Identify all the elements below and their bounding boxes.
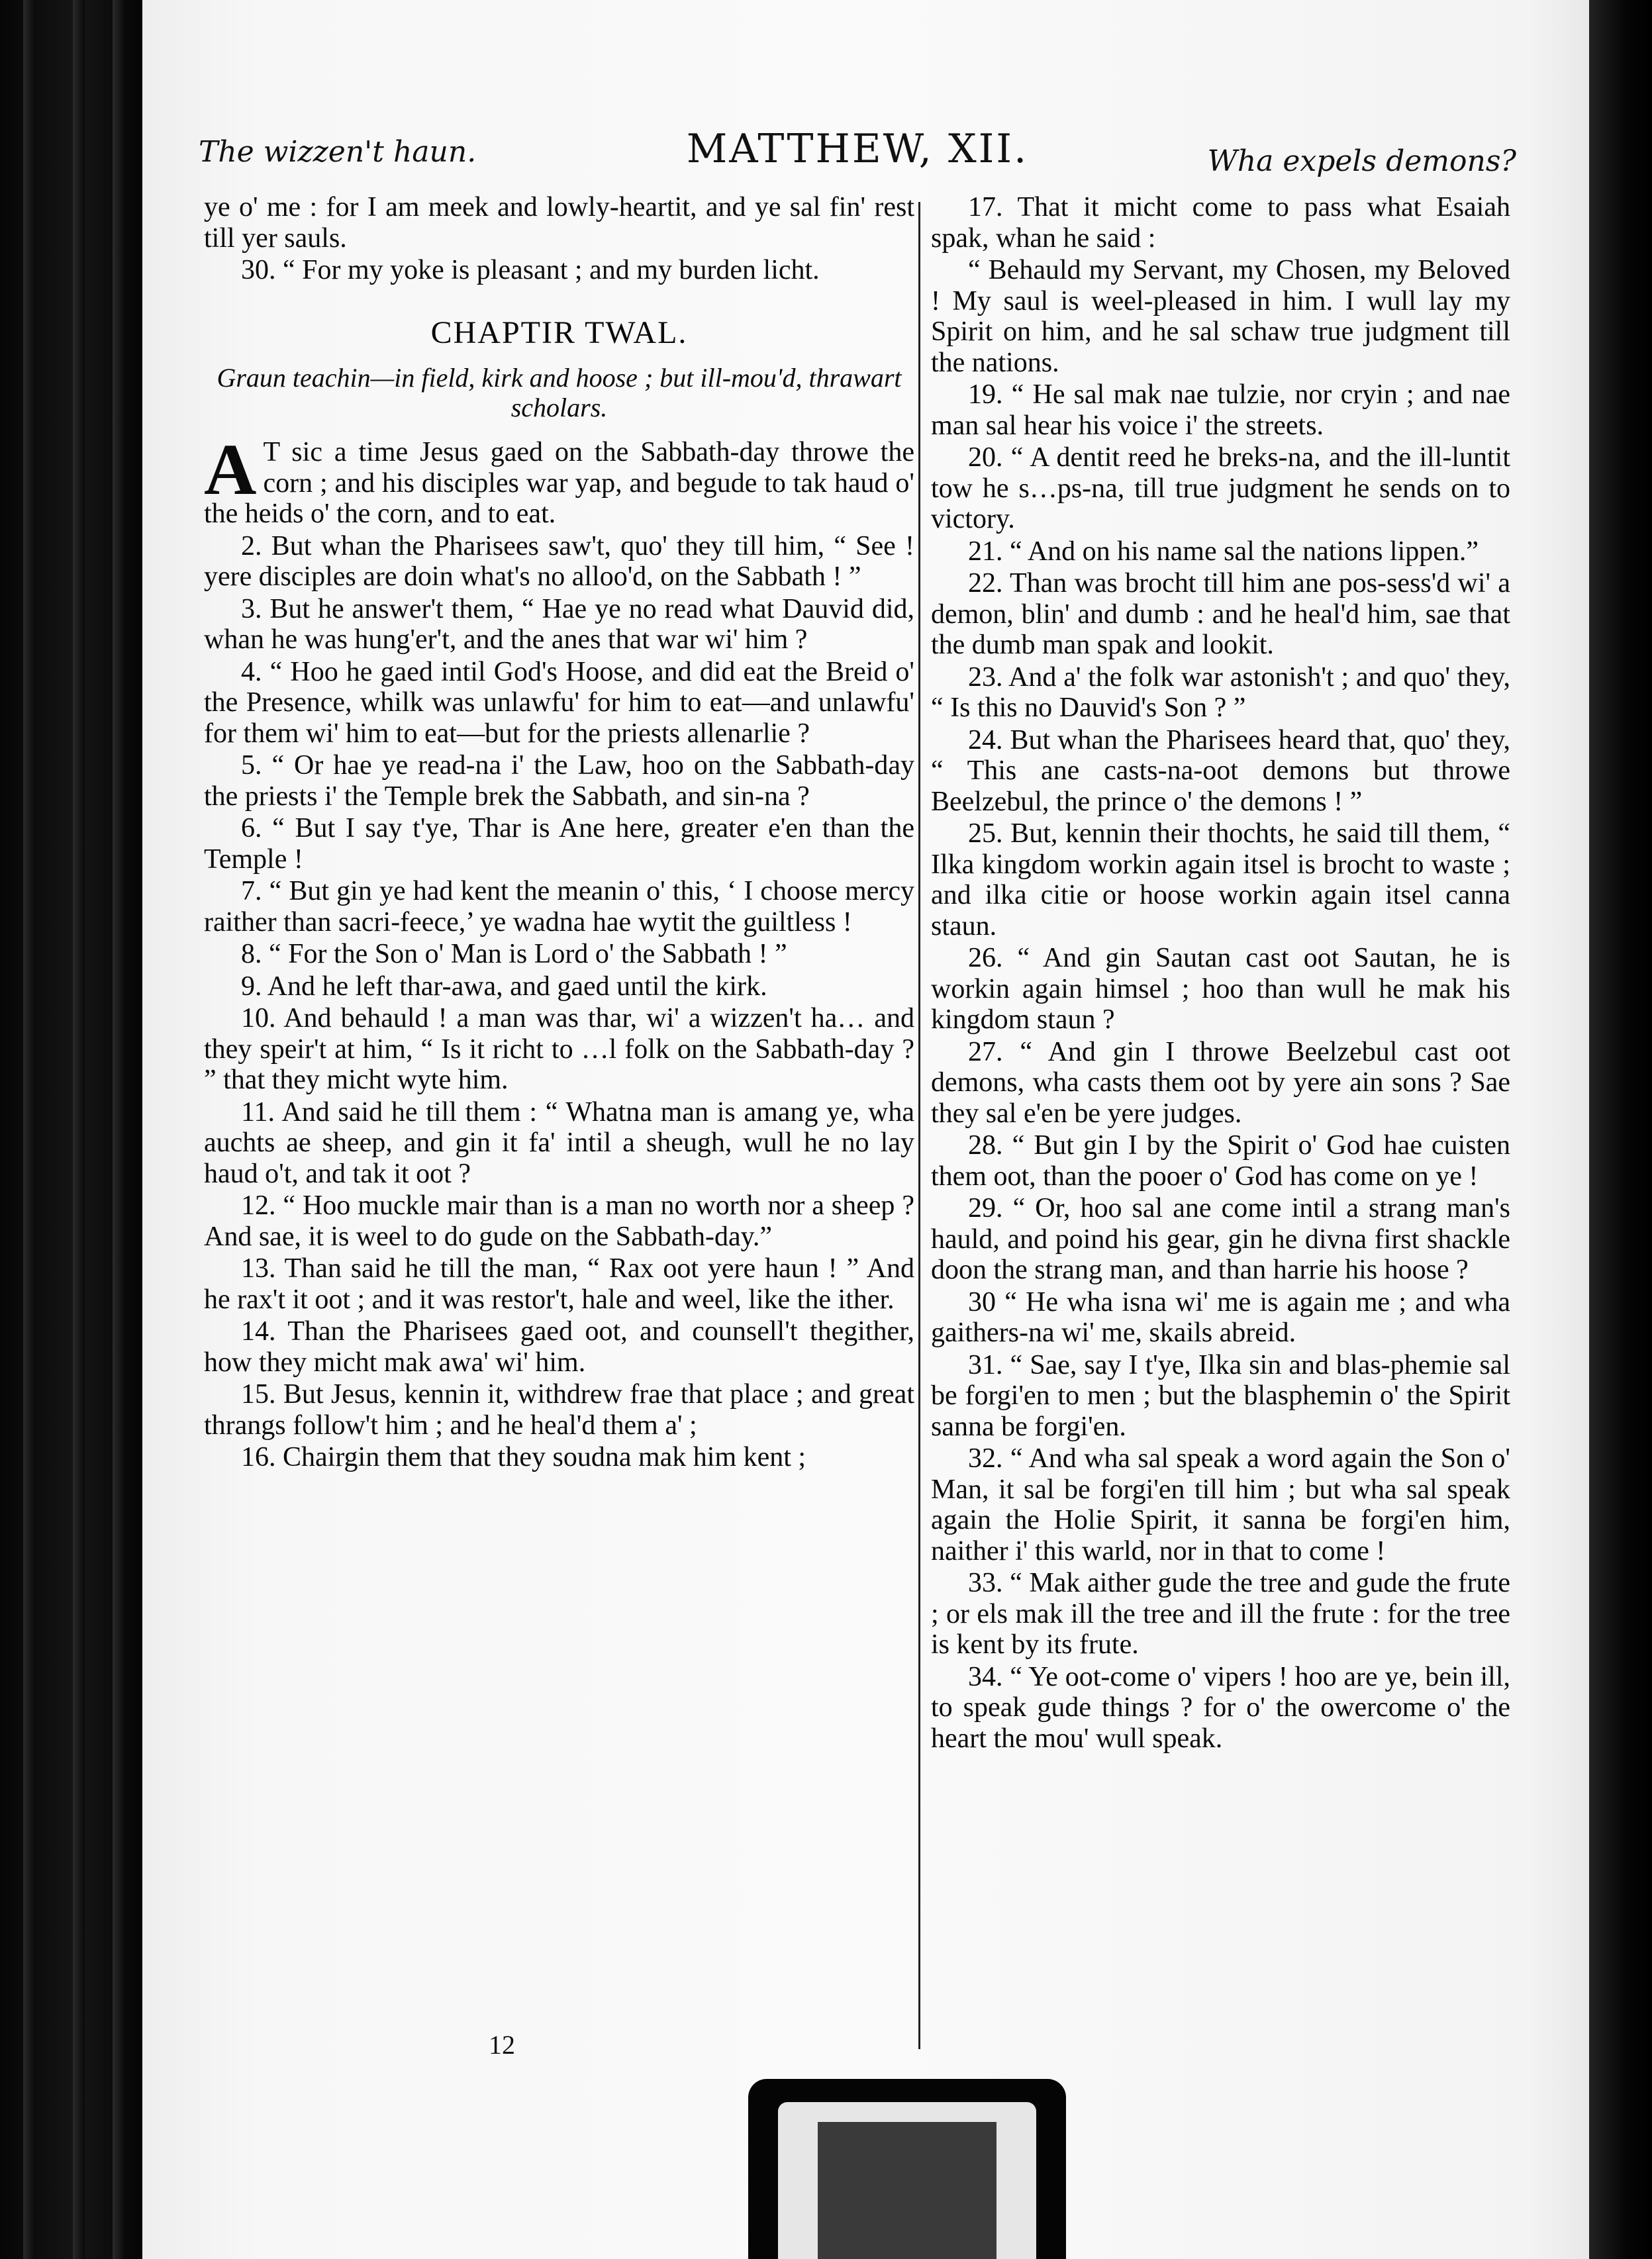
- page-edge: [23, 0, 35, 2259]
- verse-text: 27. “ And gin I throwe Beelzebul cast oot demons, wha casts them oot by yere ain sons ? Sae they sal e'en be yere judges.: [931, 1036, 1510, 1129]
- header-left: The wizzen't haun.: [199, 135, 477, 169]
- page-edge: [113, 0, 124, 2259]
- running-header: [199, 126, 1516, 179]
- header-right: Wha expels demons?: [1207, 144, 1516, 178]
- verse-text: 7. “ But gin ye had kent the meanin o' this, ‘ I choose mercy raither than sacri-feece,’ ye wadna hae wytit the guiltless !: [204, 876, 914, 937]
- chapter-title: CHAPTIR TWAL.: [430, 314, 688, 350]
- verse-text: 17. That it micht come to pass what Esaiah spak, whan he said :: [931, 192, 1510, 254]
- left-column: [204, 192, 914, 2006]
- verse-text: 12. “ Hoo muckle mair than is a man no worth nor a sheep ? And sae, it is weel to do gude on the Sabbath-day.”: [204, 1190, 914, 1252]
- verse-text: 6. “ But I say t'ye, Thar is Ane here, greater e'en than the Temple !: [204, 813, 914, 875]
- book-clasp-slot: [818, 2122, 996, 2259]
- verse-text: 4. “ Hoo he gaed intil God's Hoose, and did eat the Breid o' the Presence, whilk was unlawfu' for him to eat—and unlawfu' for them wi' him to eat—but for the priests allenarlie ?: [204, 656, 914, 749]
- verse-text: 30 “ He wha isna wi' me is again me ; and wha gaithers-na wi' me, skails abreid.: [931, 1286, 1510, 1348]
- verse-text: 15. But Jesus, kennin it, withdrew frae that place ; and great thrangs follow't him ; and he heal'd them a' ;: [204, 1379, 914, 1441]
- verse-text: 29. “ Or, hoo sal ane come intil a strang man's hauld, and poind his gear, gin he divna first shackle doon the strang man, and than harrie his hoose ?: [931, 1193, 1510, 1285]
- scan-right-border: [1589, 0, 1652, 2259]
- page-edge: [73, 0, 85, 2259]
- verse-text: 9. And he left thar-awa, and gaed until the kirk.: [241, 971, 767, 1002]
- verse-text: 25. But, kennin their thochts, he said till them, “ Ilka kingdom workin again itsel is brocht to waste ; and ilka citie or hoose workin again itsel canna staun.: [931, 818, 1510, 941]
- verse-text: 3. But he answer't them, “ Hae ye no read what Dauvid did, whan he was hung'er't, and the anes that war wi' him ?: [204, 593, 914, 655]
- verse-text: 11. And said he till them : “ Whatna man is amang ye, wha auchts ae sheep, and gin it fa' intil a sheugh, wull he no lay haud o't, and tak it oot ?: [204, 1096, 914, 1189]
- verse-text: 2. But whan the Pharisees saw't, quo' they till him, “ See ! yere disciples are doin what's no alloo'd, on the Sabbath ! ”: [204, 530, 914, 592]
- verse-text: ye o' me : for I am meek and lowly-heartit, and ye sal fin' rest till yer sauls.: [204, 192, 914, 254]
- right-column: [931, 192, 1510, 2006]
- verse-text: 5. “ Or hae ye read-na i' the Law, hoo on the Sabbath-day the priests i' the Temple brek the Sabbath, and sin-na ?: [204, 750, 914, 812]
- verse-text: 19. “ He sal mak nae tulzie, nor cryin ; and nae man sal hear his voice i' the streets.: [931, 379, 1510, 441]
- chapter-summary: Graun teachin—in field, kirk and hoose ; but ill-mou'd, thrawart scholars.: [217, 363, 902, 422]
- drop-cap: A: [204, 429, 257, 510]
- verse-text: 22. Than was brocht till him ane pos-sess'd wi' a demon, blin' and dumb : and he heal'd him, sae that the dumb man spak and lookit.: [931, 568, 1510, 660]
- verse-text: 14. Than the Pharisees gaed oot, and counsell't thegither, how they micht mak awa' wi' him.: [204, 1316, 914, 1378]
- scan-left-border: [0, 0, 142, 2259]
- verse-text: 13. Than said he till the man, “ Rax oot yere haun ! ” And he rax't it oot ; and it was restor't, hale and weel, like the ither.: [204, 1253, 914, 1315]
- verse-text: 26. “ And gin Sautan cast oot Sautan, he is workin again himsel ; hoo than wull he mak his kingdom staun ?: [931, 943, 1510, 1035]
- verse-text: 23. And a' the folk war astonish't ; and quo' they, “ Is this no Dauvid's Son ? ”: [931, 661, 1510, 723]
- verse-text: 24. But whan the Pharisees heard that, quo' they, “ This ane casts-na-oot demons but throwe Beelzebul, the prince o' the demons ! ”: [931, 724, 1510, 817]
- column-rule: [918, 202, 920, 2049]
- verse-text: 20. “ A dentit reed he breks-na, and the ill-luntit tow he s…ps-na, till true judgment he sends on to victory.: [931, 442, 1510, 534]
- verse-text: 21. “ And on his name sal the nations lippen.”: [968, 536, 1479, 567]
- verse-text: 10. And behauld ! a man was thar, wi' a wizzen't ha… and they speir't at him, “ Is it richt to …l folk on the Sabbath-day ? ” that they micht wyte him.: [204, 1003, 914, 1095]
- verse-text: [204, 429, 914, 530]
- verse-text: 33. “ Mak aither gude the tree and gude the frute ; or els mak ill the tree and ill the frute : for the tree is kent by its frute.: [931, 1568, 1510, 1660]
- verse-1-text: T sic a time Jesus gaed on the Sabbath-day throwe the corn ; and his disciples war yap, and begude to tak haud o' the heids o' the corn, and to eat.: [204, 437, 914, 529]
- verse-text: 31. “ Sae, say I t'ye, Ilka sin and blas-phemie sal be forgi'en to men ; but the blasphemin o' the Spirit sanna be forgi'en.: [931, 1349, 1510, 1442]
- verse-text: 30. “ For my yoke is pleasant ; and my burden licht.: [241, 255, 820, 285]
- page-number: 12: [489, 2030, 515, 2060]
- verse-text: 32. “ And wha sal speak a word again the Son o' Man, it sal be forgi'en till him ; but wha sal speak again the Holie Spirit, it sanna be forgi'en him, naither i' this warld, nor in that to come !: [931, 1443, 1510, 1566]
- verse-text: “ Behauld my Servant, my Chosen, my Beloved ! My saul is weel-pleased in him. I wull lay my Spirit on him, and he sal schaw true judgment till the nations.: [931, 255, 1510, 378]
- verse-text: 16. Chairgin them that they soudna mak him kent ;: [241, 1442, 806, 1472]
- header-center: MATTHEW, XII.: [686, 126, 1029, 172]
- verse-text: 28. “ But gin I by the Spirit o' God hae cuisten them oot, than the pooer o' God has come on ye !: [931, 1130, 1510, 1192]
- verse-text: 34. “ Ye oot-come o' vipers ! hoo are ye, bein ill, to speak gude things ? for o' the owercome o' the heart the mou' wull speak.: [931, 1661, 1510, 1754]
- verse-text: 8. “ For the Son o' Man is Lord o' the Sabbath ! ”: [241, 939, 787, 969]
